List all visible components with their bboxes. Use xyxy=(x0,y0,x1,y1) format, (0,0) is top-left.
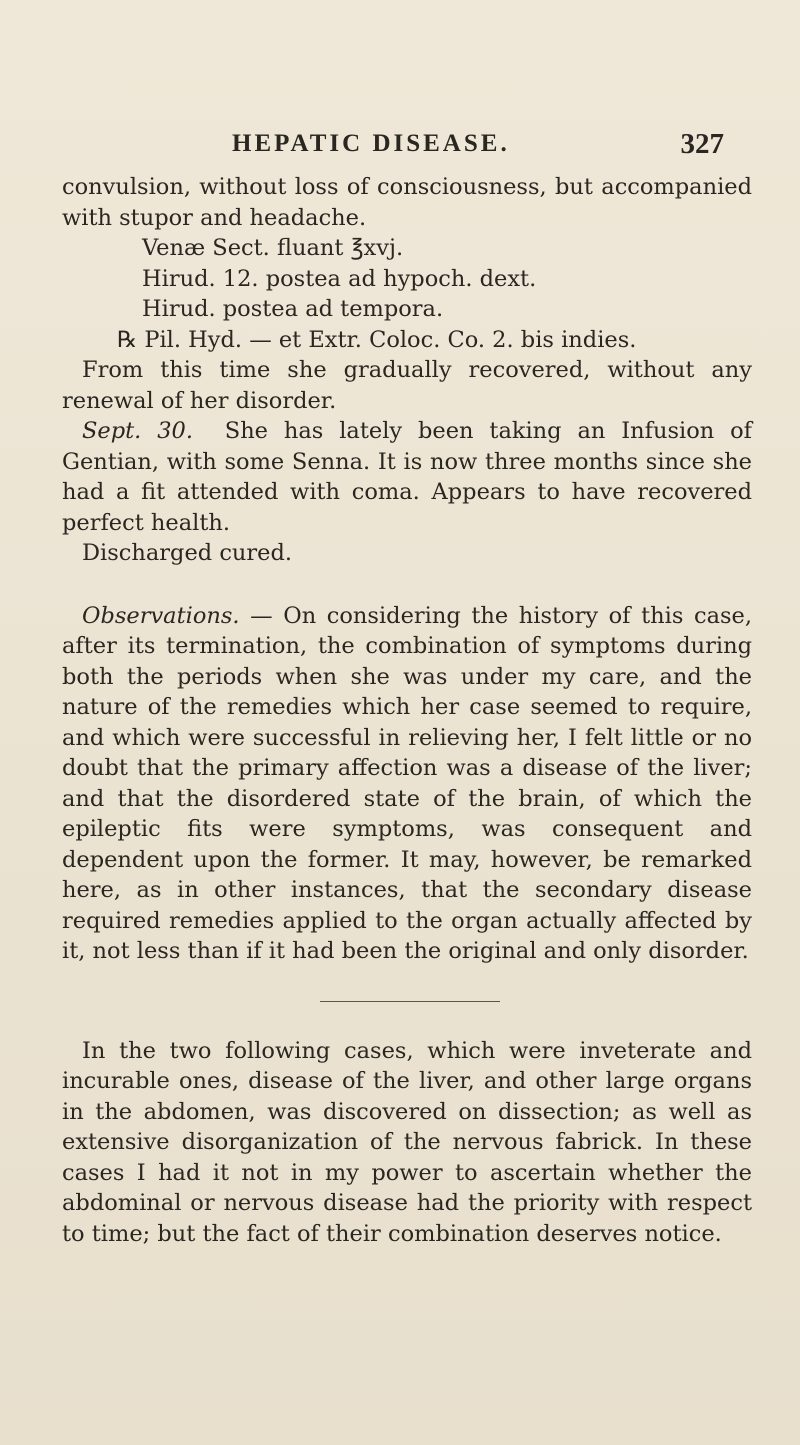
september-text: She has lately been taking an Infusion of Gentian, with some Senna. It is now three months since she had a fit attended with coma. Appears to have recovered perfect health. xyxy=(62,418,752,536)
continuation-paragraph: convulsion, without loss of consciousness, but accompanied with stupor and headache. xyxy=(62,174,752,231)
observations-paragraph xyxy=(62,601,752,967)
prescription-line-2: Hirud. 12. postea ad hypoch. dext. xyxy=(142,265,537,292)
running-head xyxy=(62,130,752,170)
body-text xyxy=(62,172,752,1249)
prescription-line-1: Venæ Sect. fluant ℥xvj. xyxy=(142,235,404,261)
discharge-note: Discharged cured. xyxy=(82,540,293,566)
recovery-paragraph: From this time she gradually recovered, without any renewal of her disorder. xyxy=(62,357,752,414)
observations-text: — On considering the history of this case, after its termination, the combination of symptoms during both the periods when she was under my care, and the nature of the remedies which her case seemed to require, and which were successful in relieving her, I felt little or no doubt that the primary affection was a disease of the liver; and that the disordered state of the brain, of which the epileptic fits were symptoms, was consequent and dependent upon the former. It may, however, be remarked here, as in other instances, that the secondary disease required remedies applied to the organ actually affected by it, not less than if it had been the original and only disorder. xyxy=(62,602,752,964)
final-paragraph: In the two following cases, which were inveterate and incurable ones, disease of the liver, and other large organs in the abdomen, was discovered on dissection; as well as extensive disorganization of the nervous fabrick. In these cases I had it not in my power to ascertain whether the abdominal or nervous disease had the priority with respect to time; but the fact of their combination deserves notice. xyxy=(62,1037,752,1247)
september-entry xyxy=(62,416,752,538)
running-title: HEPATIC DISEASE. xyxy=(232,130,510,157)
observations-label: Observations. xyxy=(82,602,240,629)
september-date: Sept. 30. xyxy=(82,418,193,444)
page-number: 327 xyxy=(680,128,724,160)
prescription-line-4: ℞ Pil. Hyd. — et Extr. Coloc. Co. 2. bis indies. xyxy=(117,326,637,353)
section-divider xyxy=(320,1001,500,1002)
prescription-line-3: Hirud. postea ad tempora. xyxy=(142,296,444,322)
